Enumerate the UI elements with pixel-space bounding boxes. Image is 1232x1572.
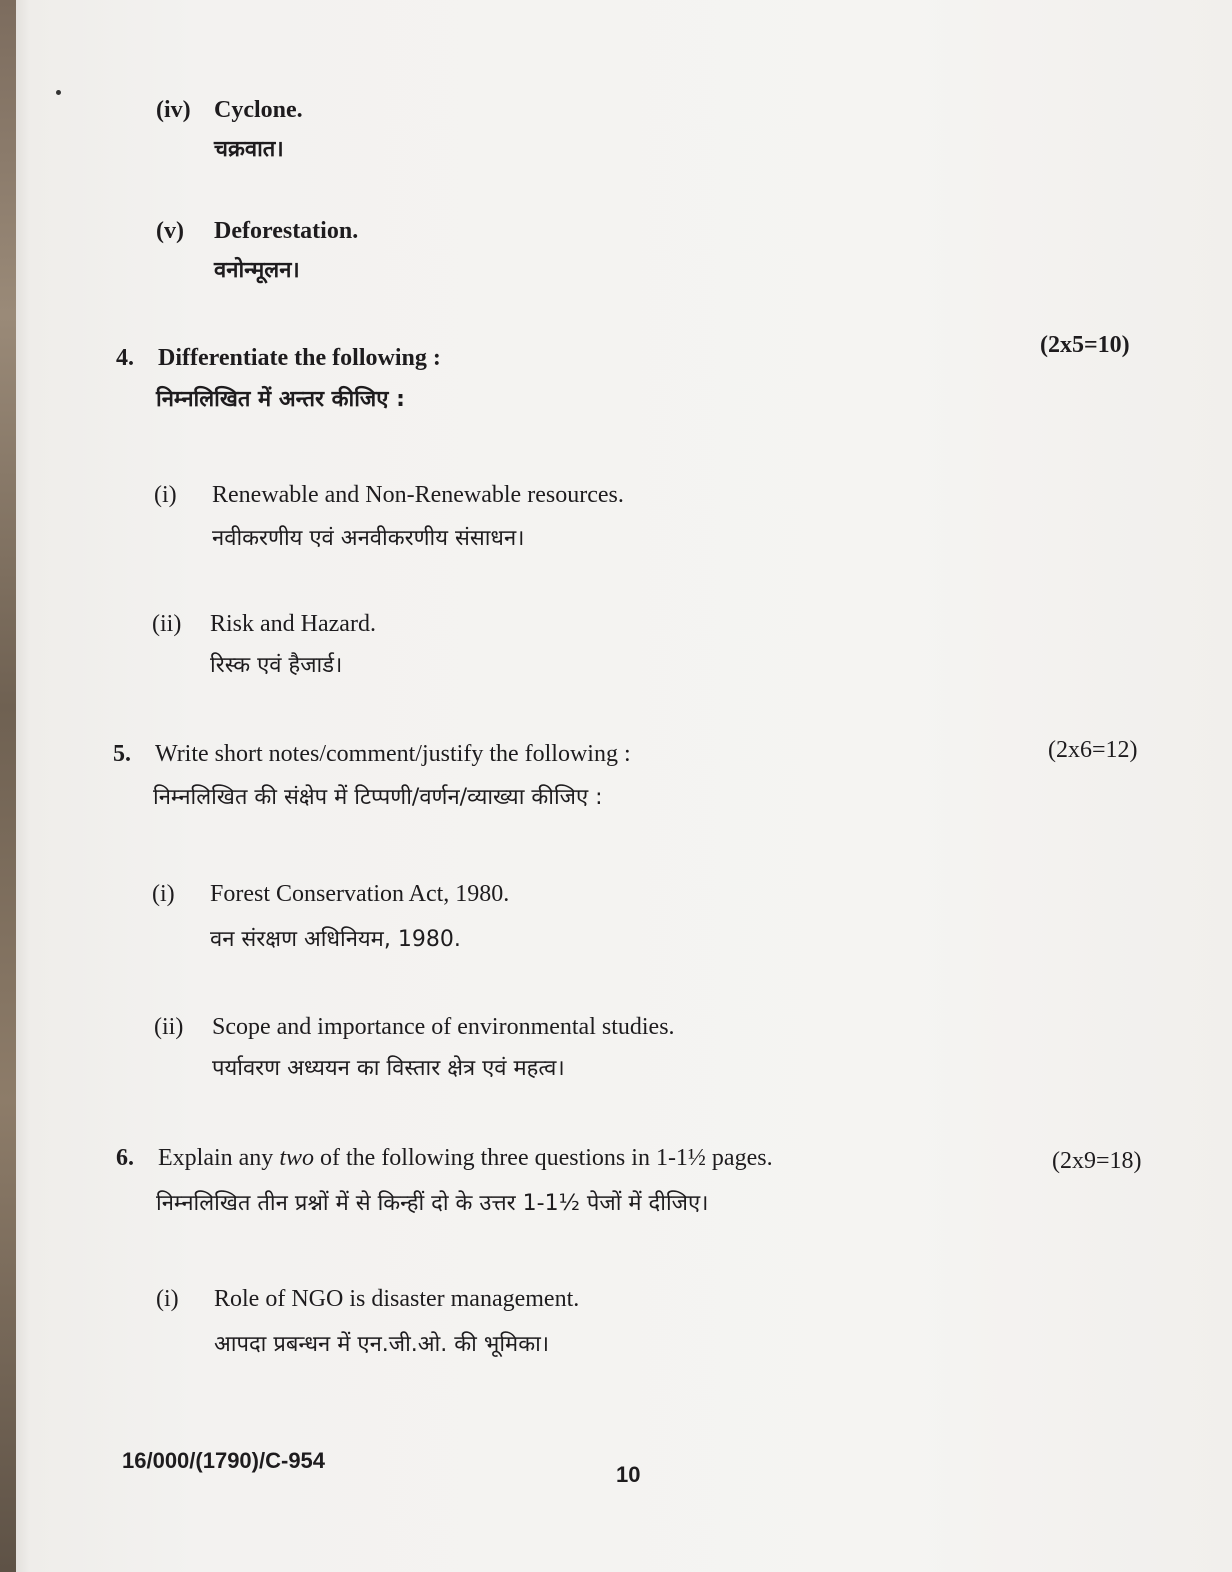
item-text-en: Role of NGO is disaster management.	[214, 1286, 580, 1312]
item-text-en: Forest Conservation Act, 1980.	[210, 881, 510, 907]
page-binding-edge	[0, 0, 16, 1572]
question-text-en	[158, 1143, 773, 1173]
item-text-hi: पर्यावरण अध्ययन का विस्तार क्षेत्र एवं महत्व।	[212, 1056, 565, 1081]
question-number: 6.	[116, 1145, 134, 1171]
item-text-en: Cyclone.	[214, 97, 303, 123]
item-text-hi: नवीकरणीय एवं अनवीकरणीय संसाधन।	[212, 526, 525, 551]
item-text-hi: वन संरक्षण अधिनियम, 1980.	[210, 927, 461, 952]
question-text-hi: निम्नलिखित में अन्तर कीजिए :	[156, 387, 405, 412]
item-number: (i)	[152, 881, 175, 907]
question-text-en-part-1: Explain any	[158, 1145, 280, 1171]
question-5	[113, 739, 631, 813]
item-number: (i)	[154, 482, 177, 508]
item-number: (v)	[156, 218, 184, 244]
question-text-en-emphasis: two	[279, 1145, 314, 1171]
q4-sub-i	[154, 480, 624, 554]
question-text-en: Write short notes/comment/justify the following :	[155, 741, 631, 767]
question-text-hi: निम्नलिखित तीन प्रश्नों में से किन्हीं दो के उत्तर 1-1½ पेजों में दीजिए।	[156, 1191, 709, 1216]
item-number: (ii)	[152, 611, 182, 637]
marks-q5: (2x6=12)	[1048, 737, 1138, 763]
item-text-hi: आपदा प्रबन्धन में एन.जी.ओ. की भूमिका।	[214, 1332, 550, 1357]
item-text-hi: रिस्क एवं हैजार्ड।	[210, 653, 343, 678]
question-number: 4.	[116, 345, 134, 371]
q5-sub-i	[152, 879, 509, 955]
marks-q4: (2x5=10)	[1040, 332, 1130, 358]
question-text-en-part-2: of the following three questions in 1-1½ pages.	[314, 1145, 773, 1171]
paper-code: 16/000/(1790)/C-954	[122, 1448, 326, 1473]
item-text-en: Renewable and Non-Renewable resources.	[212, 482, 624, 508]
item-number: (iv)	[156, 97, 191, 123]
item-text-en: Deforestation.	[214, 218, 359, 244]
item-number: (i)	[156, 1286, 179, 1312]
q4-sub-ii	[152, 609, 376, 681]
marks-q6: (2x9=18)	[1052, 1148, 1142, 1174]
item-number: (ii)	[154, 1014, 184, 1040]
question-4	[116, 343, 441, 415]
q3-item-iv	[156, 95, 303, 165]
question-number: 5.	[113, 741, 131, 767]
q3-item-v	[156, 216, 358, 286]
ink-dot	[56, 90, 61, 95]
item-text-hi: वनोन्मूलन।	[214, 258, 300, 283]
item-text-en: Scope and importance of environmental studies.	[212, 1014, 675, 1040]
q5-sub-ii	[154, 1012, 675, 1084]
question-6	[116, 1143, 773, 1219]
q6-sub-i	[156, 1284, 579, 1360]
page-number: 10	[616, 1462, 641, 1487]
question-text-hi: निम्नलिखित की संक्षेप में टिप्पणी/वर्णन/व्याख्या कीजिए :	[153, 785, 603, 810]
item-text-en: Risk and Hazard.	[210, 611, 376, 637]
question-text-en: Differentiate the following :	[158, 345, 441, 371]
item-text-hi: चक्रवात।	[214, 137, 284, 162]
